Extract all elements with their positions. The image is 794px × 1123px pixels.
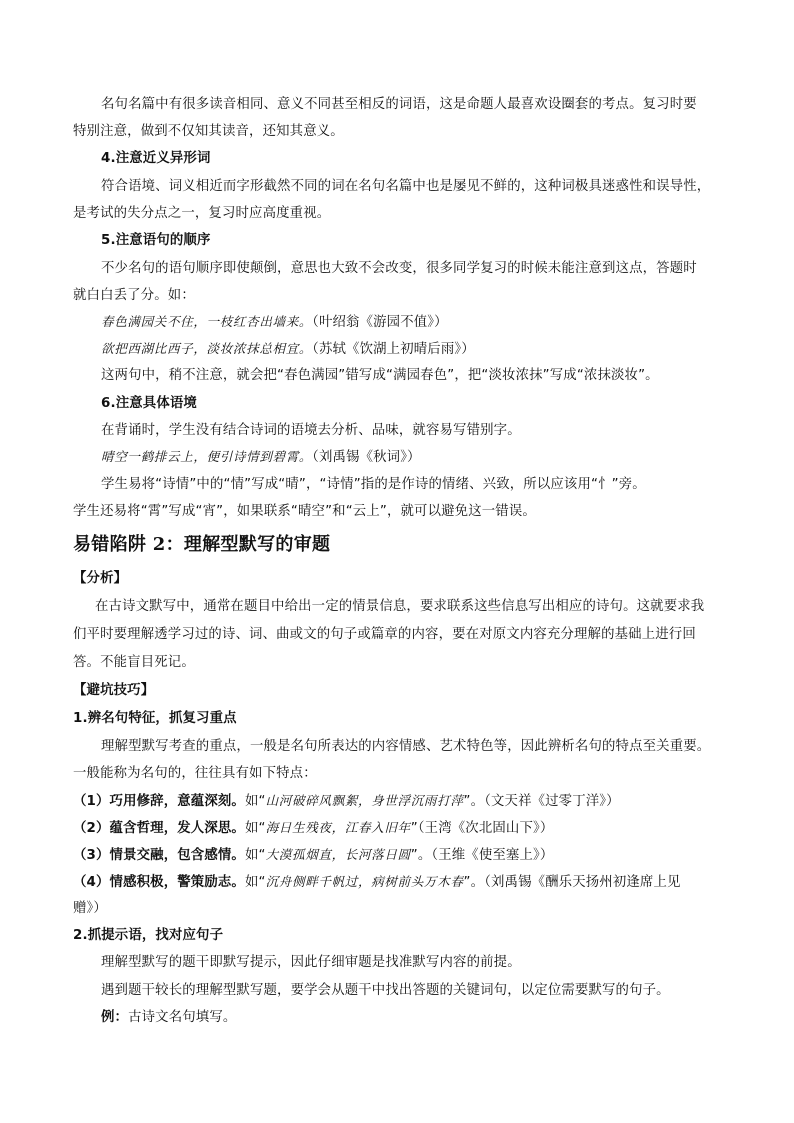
paragraph-synonyms-line-1: 符合语境、词义相近而字形截然不同的词在名句名篇中也是屡见不鲜的，这种词极具迷惑性和误导性，	[101, 179, 711, 194]
paragraph-analysis-line-3: 答。不能盲目死记。	[73, 655, 195, 670]
label-analysis: 【分析】	[73, 571, 128, 586]
paragraph-tip-2-line-1: 理解型默写的题干即默写提示，因此仔细审题是找准默写内容的前提。	[101, 955, 521, 970]
heading-tip-2: 2.抓提示语，找对应句子	[73, 928, 224, 943]
list-item-2: （2）蕴含哲理，发人深思。如“海日生残夜，江春入旧年”（王湾《次北固山下》）	[73, 820, 554, 836]
paragraph-context: 在背诵时，学生没有结合诗词的语境去分析、品味，就容易写错别字。	[101, 423, 521, 438]
list-item-4-continued: 赠》）	[73, 901, 107, 916]
paragraph-tip-2-line-2: 遇到题干较长的理解型默写题，要学会从题干中找出答题的关键词句，以定位需要默写的句子。	[101, 983, 670, 998]
paragraph-order-explanation: 这两句中，稍不注意，就会把“春色满园”错写成“满园春色”，把“淡妆浓抹”写成“浓抹淡妆”。	[101, 368, 659, 383]
paragraph-order-line-1: 不少名句的语句顺序即使颠倒，意思也大致不会改变，很多同学复习的时候未能注意到这点，答题时	[101, 261, 697, 276]
list-item-3: （3）情景交融，包含感情。如“大漠孤烟直，长河落日圆”。（王维《使至塞上》）	[73, 847, 554, 863]
example-quote-3: 晴空一鹤排云上，便引诗情到碧霄。（刘禹锡《秋词》）	[101, 449, 421, 465]
paragraph-context-explain-line-1: 学生易将“诗情”中的“情”写成“晴”，“诗情”指的是作诗的情绪、兴致，所以应该用“忄”旁。	[101, 477, 646, 492]
heading-context: 6.注意具体语境	[101, 396, 197, 411]
paragraph-order-line-2: 就白白丢了分。如：	[73, 288, 195, 303]
paragraph-example: 例：古诗文名句填写。	[101, 1010, 237, 1025]
heading-order: 5.注意语句的顺序	[101, 233, 211, 248]
paragraph-homophones-line-1: 名句名篇中有很多读音相同、意义不同甚至相反的词语，这是命题人最喜欢设圈套的考点。复习时要	[101, 97, 697, 112]
example-quote-2: 欲把西湖比西子，淡妆浓抹总相宜。（苏轼《饮湖上初晴后雨》）	[101, 341, 475, 357]
heading-tip-1: 1.辨名句特征，抓复习重点	[73, 711, 237, 726]
paragraph-synonyms-line-2: 是考试的失分点之一，复习时应高度重视。	[73, 206, 331, 221]
list-item-4: （4）情感积极，警策励志。如“沉舟侧畔千帆过，病树前头万木春”。（刘禹锡《酬乐天扬州初逢席上见	[73, 874, 681, 890]
paragraph-tip-1-line-1: 理解型默写考查的重点，一般是名句所表达的内容情感、艺术特色等，因此辨析名句的特点至关重要。	[101, 739, 711, 754]
example-quote-1: 春色满园关不住，一枝红杏出墙来。（叶绍翁《游园不值》）	[101, 314, 448, 330]
paragraph-context-explain-line-2: 学生还易将“霄”写成“宵”，如果联系“晴空”和“云上”，就可以避免这一错误。	[73, 504, 536, 519]
section-title-trap-2: 易错陷阱 2：理解型默写的审题	[73, 534, 331, 555]
paragraph-analysis-line-1: 在古诗文默写中，通常在题目中给出一定的情景信息，要求联系这些信息写出相应的诗句。这就要求我	[95, 599, 705, 614]
list-item-1: （1）巧用修辞，意蕴深刻。如“山河破碎风飘絮，身世浮沉雨打萍”。（文天祥《过零丁洋》）	[73, 793, 620, 809]
paragraph-tip-1-line-2: 一般能称为名句的，往往具有如下特点：	[73, 766, 317, 781]
heading-synonyms: 4.注意近义异形词	[101, 151, 211, 166]
paragraph-analysis-line-2: 们平时要理解透学习过的诗、词、曲或文的句子或篇章的内容，要在对原文内容充分理解的基础上进行回	[73, 627, 696, 642]
paragraph-homophones-line-2: 特别注意，做到不仅知其读音，还知其意义。	[73, 124, 344, 139]
label-tips: 【避坑技巧】	[73, 683, 155, 698]
